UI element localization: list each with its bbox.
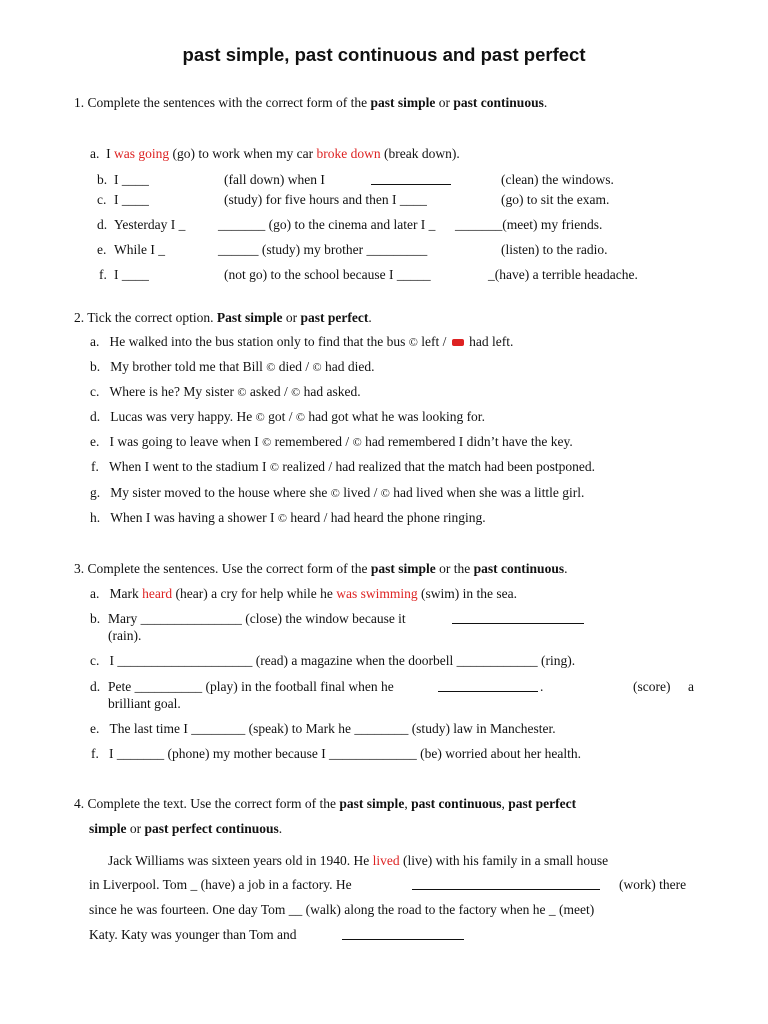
- text-line-3: since he was fourteen. One day Tom __ (walk) along the road to the factory when he _ (meet): [89, 902, 595, 917]
- section-2-instruction: 2. Tick the correct option. Past simple or past perfect.: [74, 310, 372, 325]
- page-title: past simple, past continuous and past perfect: [182, 44, 586, 65]
- s3-item-c: c. I ____________________ (read) a magazine when the doorbell ____________ (ring).: [90, 653, 576, 668]
- s2-item-a: a. He walked into the bus station only to find that the bus © left / had left.: [90, 334, 514, 349]
- s2-item-e: e. I was going to leave when I © remembered / © had remembered I didn’t have the key.: [90, 434, 573, 449]
- option-circle-icon[interactable]: ©: [312, 360, 322, 374]
- s2-item-d: d. Lucas was very happy. He © got / © had got what he was looking for.: [90, 409, 485, 424]
- s2-item-c: c. Where is he? My sister © asked / © had asked.: [90, 384, 361, 399]
- s3-item-e: e. The last time I ________ (speak) to Mark he ________ (study) law in Manchester.: [90, 721, 556, 736]
- section-3-instruction: 3. Complete the sentences. Use the correct form of the past simple or the past continuous.: [74, 561, 568, 576]
- section-4-instruction: 4. Complete the text. Use the correct form of the past simple, past continuous, past perfect: [74, 796, 577, 811]
- s3-item-f: f. I _______ (phone) my mother because I _____________ (be) worried about her health.: [91, 746, 581, 761]
- option-circle-icon[interactable]: ©: [255, 410, 265, 424]
- text-line-1: Jack Williams was sixteen years old in 1940. He lived (live) with his family in a small house: [108, 853, 609, 868]
- s2-item-b: b. My brother told me that Bill © died / © had died.: [90, 359, 375, 374]
- section-1-instruction: 1. Complete the sentences with the correct form of the past simple or past continuous.: [74, 95, 548, 110]
- option-circle-icon[interactable]: ©: [380, 486, 390, 500]
- option-circle-icon[interactable]: ©: [295, 410, 305, 424]
- s3-item-a: a. Mark heard (hear) a cry for help while he was swimming (swim) in the sea.: [90, 586, 518, 601]
- answer-blank[interactable]: [452, 611, 584, 624]
- tick-mark-icon[interactable]: [452, 339, 464, 346]
- s2-item-f: f. When I went to the stadium I © realized / had realized that the match had been postponed.: [91, 459, 595, 474]
- option-circle-icon[interactable]: ©: [291, 385, 301, 399]
- answer-blank[interactable]: [438, 679, 538, 692]
- option-circle-icon[interactable]: ©: [262, 435, 272, 449]
- option-circle-icon[interactable]: ©: [408, 335, 418, 349]
- s2-item-g: g. My sister moved to the house where she © lived / © had lived when she was a little girl.: [90, 485, 585, 500]
- s1-item-a: a. I was going (go) to work when my car broke down (break down).: [90, 146, 460, 161]
- option-circle-icon[interactable]: ©: [352, 435, 362, 449]
- option-circle-icon[interactable]: ©: [237, 385, 247, 399]
- option-circle-icon[interactable]: ©: [330, 486, 340, 500]
- section-4-instruction-cont: simple or past perfect continuous.: [89, 821, 283, 836]
- option-circle-icon[interactable]: ©: [266, 360, 276, 374]
- answer-blank[interactable]: [412, 877, 600, 890]
- option-circle-icon[interactable]: ©: [269, 460, 279, 474]
- s2-item-h: h. When I was having a shower I © heard / had heard the phone ringing.: [90, 510, 486, 525]
- option-circle-icon[interactable]: ©: [277, 511, 287, 525]
- answer-blank[interactable]: [371, 172, 451, 185]
- answer-blank[interactable]: [342, 927, 464, 940]
